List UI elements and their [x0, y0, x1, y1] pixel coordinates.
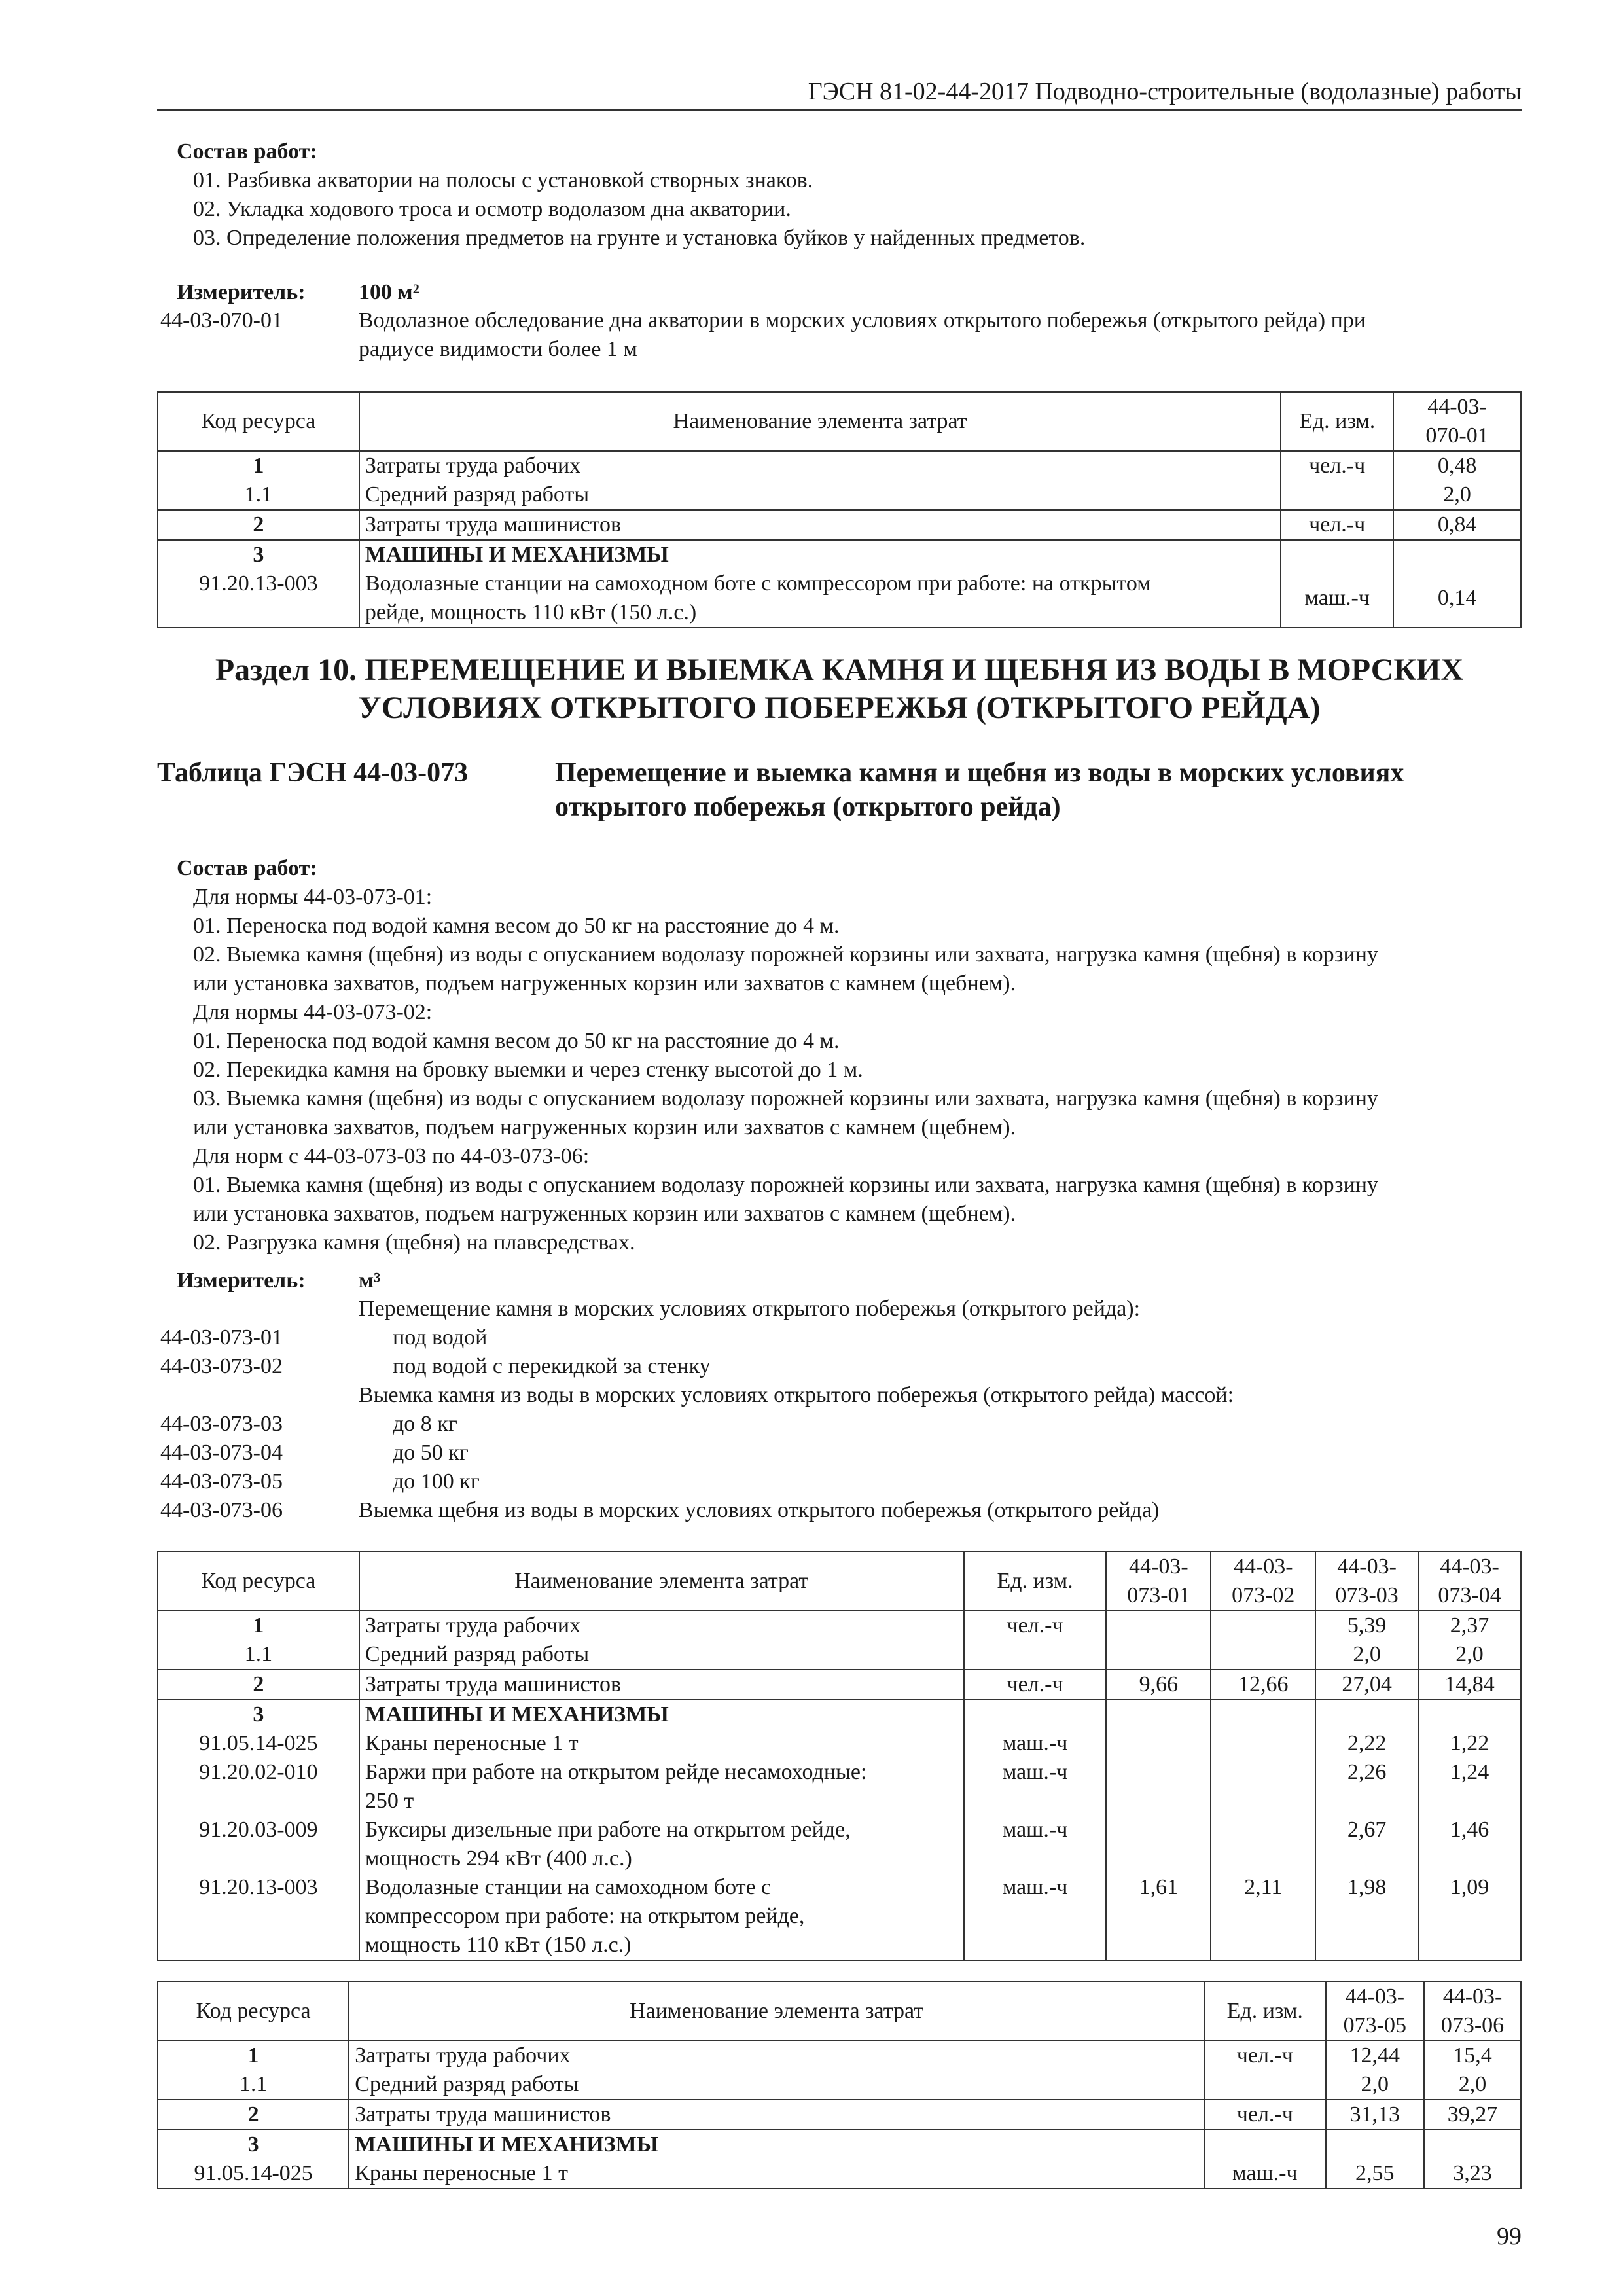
meter-value: 100 м²	[359, 280, 419, 304]
page-header: ГЭСН 81-02-44-2017 Подводно-строительные (водолазные) работы	[157, 77, 1522, 111]
composition-item: 01. Разбивка акватории на полосы с установкой створных знаков.	[193, 168, 813, 192]
table-row: 3 МАШИНЫ И МЕХАНИЗМЫ	[158, 1700, 1521, 1729]
header-norm: 44-03- 070-01	[1393, 392, 1521, 451]
table-row: 91.05.14-025 Краны переносные 1 т маш.-ч 2,55 3,23	[158, 2159, 1521, 2189]
table-row: 91.20.02-010 Баржи при работе на открытом рейде несамоходные: 250 т маш.-ч 2,26 1,24	[158, 1758, 1521, 1816]
table-header-row: Код ресурса Наименование элемента затрат Ед. изм. 44-03- 073-05 44-03- 073-06	[158, 1982, 1521, 2041]
table-row: 91.20.03-009 Буксиры дизельные при работе на открытом рейде, мощность 294 кВт (400 л.с.) маш.-ч 2,67 1,46	[158, 1816, 1521, 1873]
table-row: 3 МАШИНЫ И МЕХАНИЗМЫ	[158, 540, 1521, 569]
resources-table-073-a	[157, 1551, 1522, 1961]
table-row: 1.1 Средний разряд работы 2,0 2,0	[158, 2070, 1521, 2100]
composition-works	[177, 854, 1378, 1257]
norm-desc: Водолазное обследование дна акватории в морских условиях открытого побережья (открытого рейда) при радиусе видимости более 1 м	[359, 308, 1366, 361]
table-row: 91.20.13-003 Водолазные станции на самоходном боте с компрессором при работе: на открытом рейде, мощность 110 кВт (150 л.с.) маш.-ч 0,14	[158, 569, 1521, 628]
header-name: Наименование элемента затрат	[359, 392, 1281, 451]
table-row: 3 МАШИНЫ И МЕХАНИЗМЫ	[158, 2130, 1521, 2159]
table-number: Таблица ГЭСН 44-03-073	[157, 758, 469, 788]
page-number: 99	[1497, 2223, 1522, 2250]
header-unit: Ед. изм.	[1281, 392, 1393, 451]
meter-value: м³	[359, 1268, 381, 1293]
table-row: 1.1 Средний разряд работы 2,0	[158, 480, 1521, 510]
composition-title: Состав работ:	[177, 139, 317, 164]
composition-item: 03. Определение положения предметов на грунте и установка буйков у найденных предметов.	[193, 226, 1086, 250]
table-row: 1.1 Средний разряд работы 2,0 2,0	[158, 1640, 1521, 1670]
table-row: 1 Затраты труда рабочих чел.-ч 0,48	[158, 451, 1521, 480]
top-composition	[177, 137, 1085, 253]
resources-table-073-b	[157, 1981, 1522, 2189]
section-title: Раздел 10. ПЕРЕМЕЩЕНИЕ И ВЫЕМКА КАМНЯ И ЩЕБНЯ ИЗ ВОДЫ В МОРСКИХ УСЛОВИЯХ ОТКРЫТОГО ПОБЕРЕЖЬЯ (ОТКРЫТОГО РЕЙДА)	[215, 653, 1464, 725]
table-header-row: Код ресурса Наименование элемента затрат Ед. изм. 44-03- 073-01 44-03- 073-02 44-03- 073-03 44-03- 073-04	[158, 1552, 1521, 1611]
resources-table-070	[157, 391, 1522, 628]
table-row: 91.20.13-003 Водолазные станции на самоходном боте с компрессором при работе: на открытом рейде, мощность 110 кВт (150 л.с.) маш.-ч 1,61 2,11 1,98 1,09	[158, 1873, 1521, 1960]
table-row: 2 Затраты труда машинистов чел.-ч 31,13 39,27	[158, 2100, 1521, 2130]
norm-list: Перемещение камня в морских условиях открытого побережья (открытого рейда): 44-03-073-01 под водой 44-03-073-02 под водой с перекидкой за стенку Выемка камня из воды в морских условиях открытого побережья (открытого рейда) массой: 44-03-073-03 до 8 кг 44-03-073-04 до 50 кг 44-03-073-05 до 100 кг 44-03-073-06 Выемка щебня из воды в морских условиях открытого побережья (открытого рейда)	[160, 1297, 1234, 1522]
composition-title: Состав работ:	[177, 856, 317, 880]
meter-label: Измеритель:	[177, 1268, 306, 1293]
norm-code: 44-03-070-01	[160, 308, 283, 332]
table-row: 2 Затраты труда машинистов чел.-ч 0,84	[158, 510, 1521, 540]
table-row: 1 Затраты труда рабочих чел.-ч 12,44 15,4	[158, 2041, 1521, 2070]
composition-item: 02. Укладка ходового троса и осмотр водолазом дна акватории.	[193, 197, 791, 221]
meter-label: Измеритель:	[177, 280, 306, 304]
table-row: 1 Затраты труда рабочих чел.-ч 5,39 2,37	[158, 1611, 1521, 1640]
table-row: 2 Затраты труда машинистов чел.-ч 9,66 12,66 27,04 14,84	[158, 1670, 1521, 1700]
table-row: 91.05.14-025 Краны переносные 1 т маш.-ч 2,22 1,22	[158, 1729, 1521, 1758]
composition-list: Для нормы 44-03-073-01: 01. Переноска под водой камня весом до 50 кг на расстояние до 4 м. 02. Выемка камня (щебня) из воды с опусканием водолазу порожней корзины или захвата, нагрузка камня (щебня) в корзину или установка захватов, подъем нагруженных корзин или захватов с камнем (щебнем). Для нормы 44-03-073-02: 01. Переноска под водой камня весом до 50 кг на расстояние до 4 м. 02. Перекидка камня на бровку выемки и через стенку высотой до 1 м. 03. Выемка камня (щебня) из воды с опусканием водолазу порожней корзины или захвата, нагрузка камня (щебня) в корзину или установка захватов, подъем нагруженных корзин или захватов с камнем (щебнем). Для норм с 44-03-073-03 по 44-03-073-06: 01. Выемка камня (щебня) из воды с опусканием водолазу порожней корзины или захвата, нагрузка камня (щебня) в корзину или установка захватов, подъем нагруженных корзин или захватов с камнем (щебнем). 02. Разгрузка камня (щебня) на плавсредствах.	[193, 885, 1378, 1255]
table-title: Перемещение и выемка камня и щебня из воды в морских условиях открытого побережья (открытого рейда)	[555, 758, 1404, 822]
table-header-row	[158, 392, 1521, 451]
header-code: Код ресурса	[158, 392, 359, 451]
